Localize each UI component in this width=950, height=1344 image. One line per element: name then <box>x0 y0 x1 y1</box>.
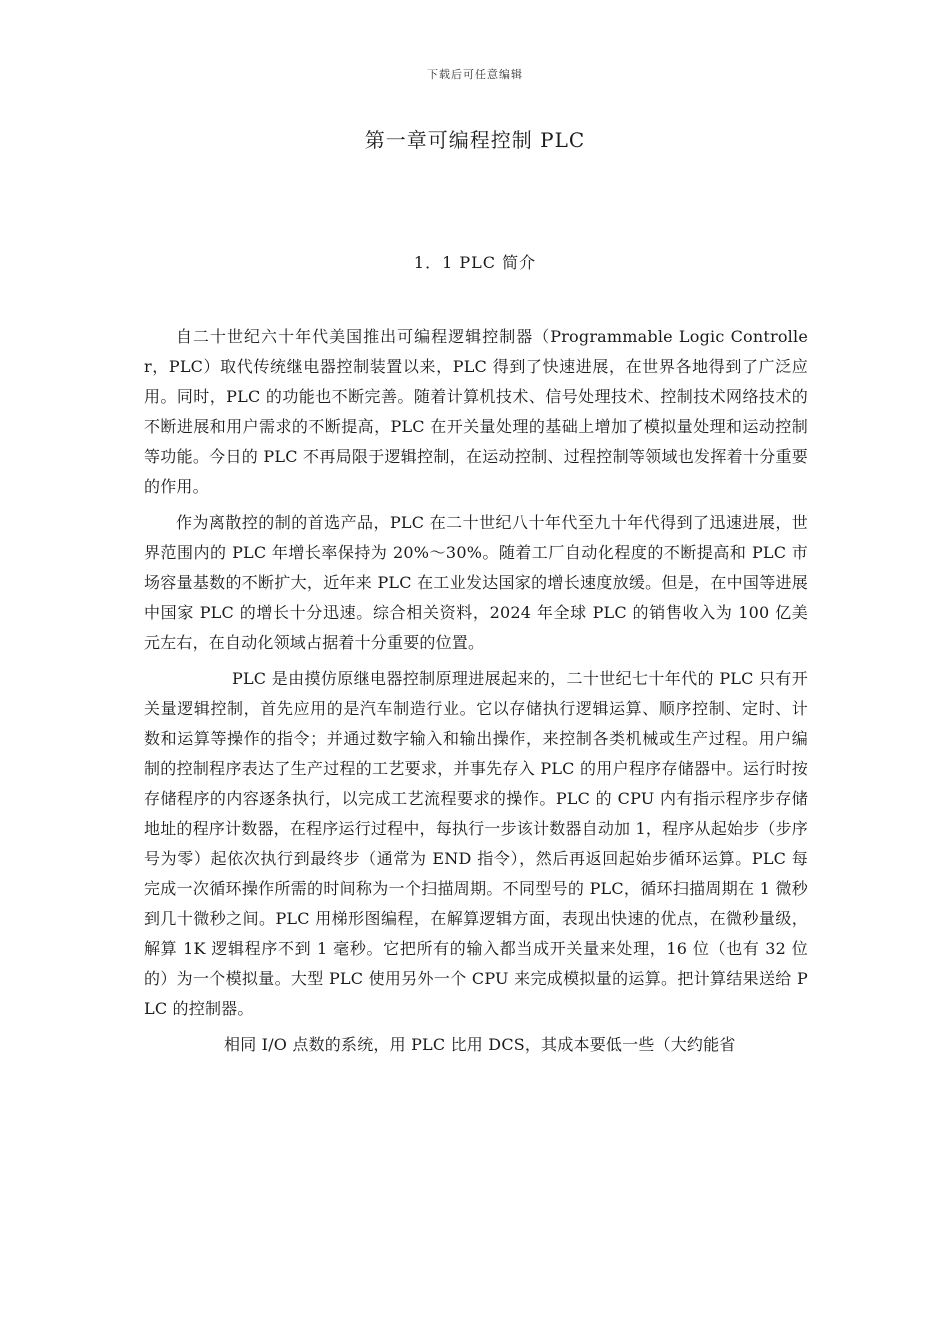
paragraph-plc-history: 自二十世纪六十年代美国推出可编程逻辑控制器（Programmable Logic Controller，PLC）取代传统继电器控制装置以来，PLC 得到了快速进展，在世界各地得到了广泛应用。同时，PLC 的功能也不断完善。随着计算机技术、信号处理技术、控制技术网络技术的不断进展和用户需求的不断提高，PLC 在开关量处理的基础上增加了模拟量处理和运动控制等功能。今日的 PLC 不再局限于逻辑控制，在运动控制、过程控制等领域也发挥着十分重要的作用。 <box>144 327 808 496</box>
header-note: 下载后可任意编辑 <box>427 68 523 81</box>
paragraph-plc-cost: 相同 I/O 点数的系统，用 PLC 比用 DCS，其成本要低一些（大约能省 <box>224 1035 736 1054</box>
chapter-title: 第一章可编程控制 PLC <box>364 128 586 152</box>
paragraph-plc-principle: PLC 是由摸仿原继电器控制原理进展起来的，二十世纪七十年代的 PLC 只有开关量逻辑控制，首先应用的是汽车制造行业。它以存储执行逻辑运算、顺序控制、定时、计数和运算等操作的指令；并通过数字输入和输出操作，来控制各类机械或生产过程。用户编制的控制程序表达了生产过程的工艺要求，并事先存入 PLC 的用户程序存储器中。运行时按存储程序的内容逐条执行，以完成工艺流程要求的操作。PLC 的 CPU 内有指示程序步存储地址的程序计数器，在程序运行过程中，每执行一步该计数器自动加 1，程序从起始步（步序号为零）起依次执行到最终步（通常为 END 指令），然后再返回起始步循环运算。PLC 每完成一次循环操作所需的时间称为一个扫描周期。不同型号的 PLC，循环扫描周期在 1 微秒到几十微秒之间。PLC 用梯形图编程，在解算逻辑方面，表现出快速的优点，在微秒量级，解算 1K 逻辑程序不到 1 毫秒。它把所有的输入都当成开关量来处理，16 位（也有 32 位的）为一个模拟量。大型 PLC 使用另外一个 CPU 来完成模拟量的运算。把计算结果送给 PLC 的控制器。 <box>144 669 808 1018</box>
body-text <box>144 322 808 1066</box>
paragraph-plc-market: 作为离散控的制的首选产品，PLC 在二十世纪八十年代至九十年代得到了迅速进展，世界范围内的 PLC 年增长率保持为 20%～30%。随着工厂自动化程度的不断提高和 PLC 市场容量基数的不断扩大，近年来 PLC 在工业发达国家的增长速度放缓。但是，在中国等进展中国家 PLC 的增长十分迅速。综合相关资料，2024 年全球 PLC 的销售收入为 100 亿美元左右，在自动化领域占据着十分重要的位置。 <box>144 513 808 652</box>
section-title: 1．1 PLC 简介 <box>413 253 537 272</box>
